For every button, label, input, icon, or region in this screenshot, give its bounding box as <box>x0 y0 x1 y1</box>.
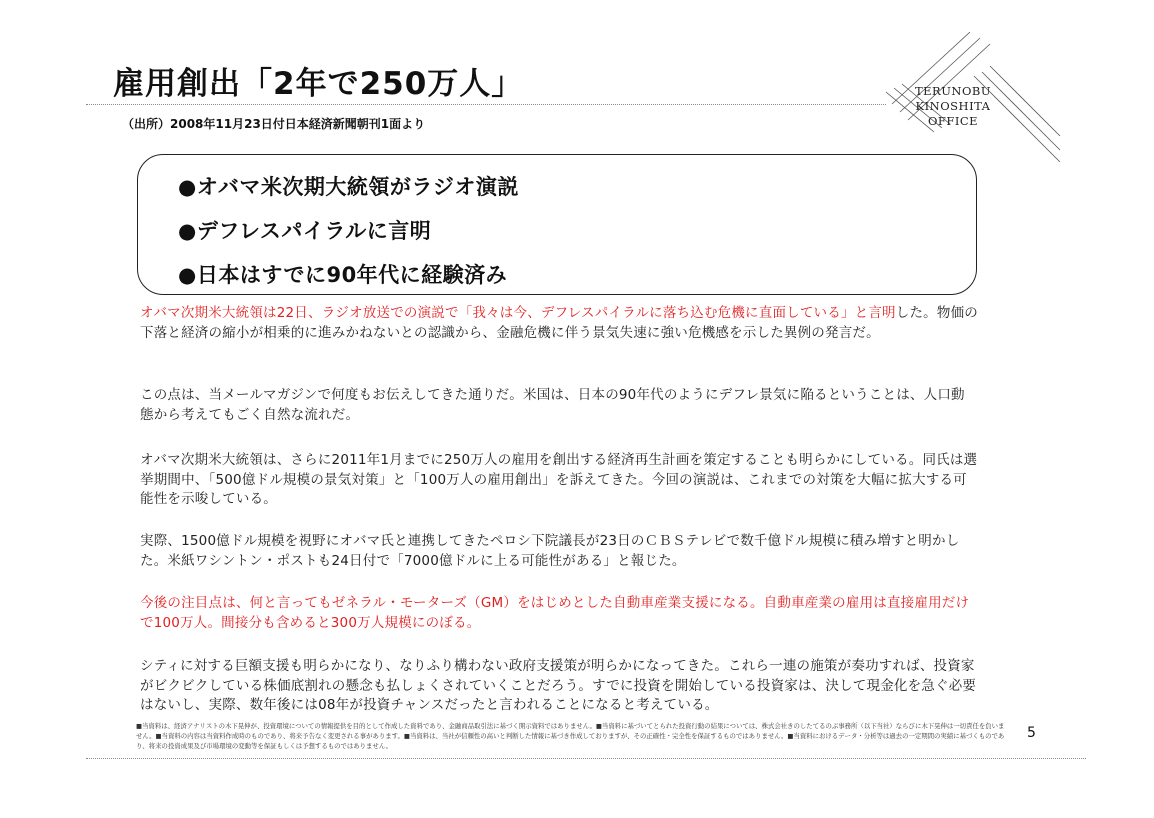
headline-item: ●オバマ米次期大統領がラジオ演説 <box>178 175 519 199</box>
paragraph-highlight: 今後の注目点は、何と言ってもゼネラル・モーターズ（GM）をはじめとした自動車産業支援になる。自動車産業の雇用は直接雇用だけで100万人。間接分も含めると300万人規模にのぼる。 <box>140 595 970 631</box>
paragraph-lead <box>140 304 978 343</box>
source-note: （出所）2008年11月23日付日本経済新聞朝刊1面より <box>122 117 426 131</box>
headline-item: ●デフレスパイラルに言明 <box>178 219 432 243</box>
logo-line-3: OFFICE <box>927 114 979 128</box>
paragraph: シティに対する巨額支援も明らかになり、なりふり構わない政府支援策が明らかになってきた。これら一連の施策が奏功すれば、投資家がビクビクしている株価底割れの懸念も払しょくされていくことだろう。すでに投資を開始している投資家は、決して現金化を急ぐ必要はないし、実際、数年後には08年が投資チャンスだったと言われることになると考えている。 <box>140 658 977 713</box>
paragraph: 実際、1500億ドル規模を視野にオバマ氏と連携してきたペロシ下院議長が23日のＣＢＳテレビで数千億ドル規模に積み増すと明かした。米紙ワシントン・ポストも24日付で「7000億ドルに上る可能性がある」と報じた。 <box>140 533 960 569</box>
disclaimer-footer: ■当資料は、経済アナリストの木下晃伸が、投資環境についての情報提供を目的として作成した資料であり、金融商品取引法に基づく開示資料ではありません。■当資料に基づいてとられた投資行動の結果については、株式会社きのしたてるのぶ事務所（以下当社）ならびに木下晃伸は一切責任を負いません。■当資料の内容は当資料作成時のものであり、将来予告なく変更される事があります。■当資料は、当社が信頼性の高いと判断した情報に基づき作成しておりますが、その正確性・完全性を保証するものではありません。■当資料におけるデータ・分析等は過去の一定期間の実績に基づくものであり、将来の投資成果及び市場環境の変動等を保証もしくは予想するものではありません。 <box>136 722 1005 751</box>
title-divider <box>86 104 886 105</box>
paragraph: この点は、当メールマガジンで何度もお伝えしてきた通りだ。米国は、日本の90年代のようにデフレ景気に陥るということは、人口動態から考えてもごく自然な流れだ。 <box>140 387 965 423</box>
headline-item: ●日本はすでに90年代に経験済み <box>178 263 508 287</box>
logo-line-1: TERUNOBU <box>914 84 992 98</box>
footer-divider <box>86 758 1086 759</box>
paragraph: オバマ次期米大統領は、さらに2011年1月までに250万人の雇用を創出する経済再生計画を策定することも明らかにしている。同氏は選挙期間中、「500億ドル規模の景気対策」と「100万人の雇用創出」を訴えてきた。今回の演説は、これまでの対策を大幅に拡大する可能性を示唆している。 <box>140 452 978 507</box>
slide-title: 雇用創出「2年で250万人」 <box>113 66 524 102</box>
paragraph-lead-highlight: オバマ次期米大統領は22日、ラジオ放送での演説で「我々は今、デフレスパイラルに落ち込む危機に直面している」と言明 <box>140 305 896 321</box>
logo-line-2: KINOSHITA <box>915 99 991 113</box>
page-number: 5 <box>1027 725 1036 741</box>
paragraph-lead-rest: した。物価の下落と経済の縮小が相乗的に進みかねないとの認識から、金融危機に伴う景気失速に強い危機感を示した異例の発言だ。 <box>140 305 978 341</box>
